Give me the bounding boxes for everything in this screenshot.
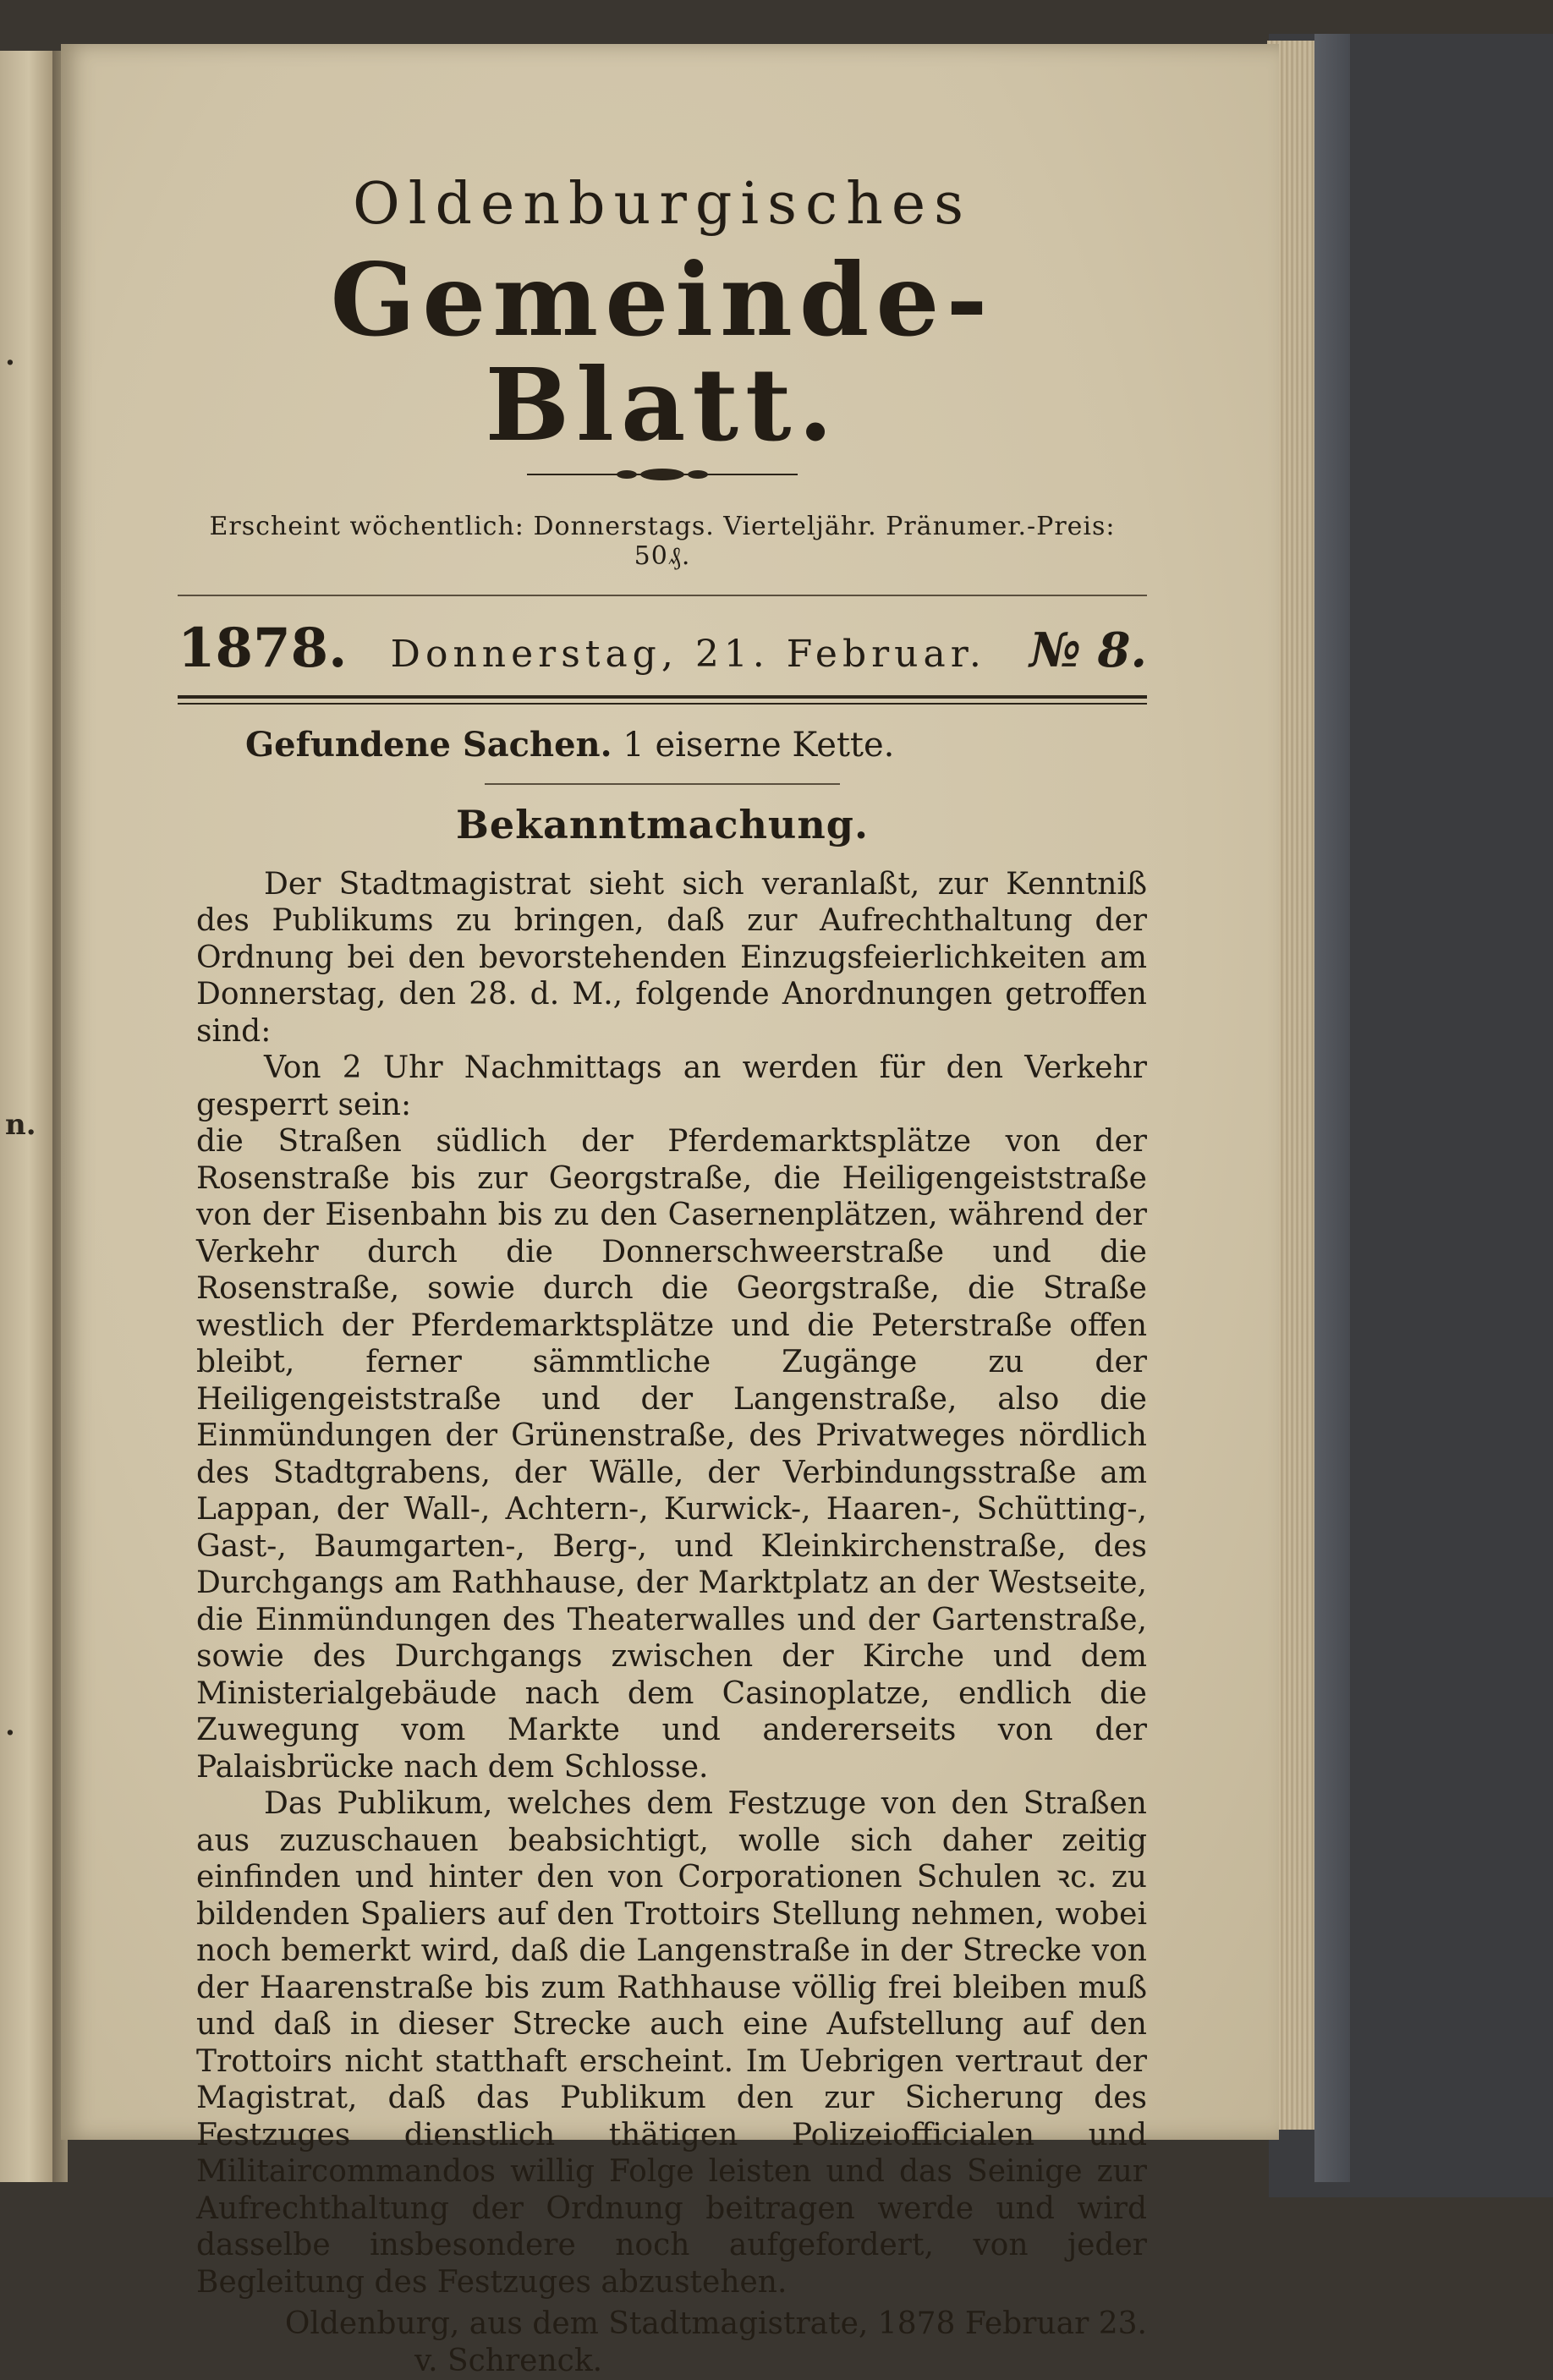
masthead-line-1: Oldenburgisches	[352, 171, 973, 238]
dateline	[178, 617, 1147, 680]
notice-paragraph: Von 2 Uhr Nachmittags an werden für den Verkehr gesperrt sein:	[196, 1050, 1147, 1122]
notice-paragraph: die Straßen südlich der Pferdemarktsplätze von der Rosenstraße bis zur Georgstraße, die Heiligengeiststraße von der Eisenbahn bis zu den Casernenplätzen, während der Verkehr durch die Donnerschweerstraße und die Rosenstraße, sowie durch die Georgstraße, die Straße westlich der Pferdemarktsplätze und die Peterstraße offen bleibt, ferner sämmtliche Zugänge zu der Heiligengeiststraße und der Langenstraße, also die Einmündungen der Grünenstraße, des Privatweges nördlich des Stadtgrabens, der Wälle, der Verbindungsstraße am Lappan, der Wall-, Achtern-, Kurwick-, Haaren-, Schütting-, Gast-, Baumgarten-, Berg-, und Kleinkirchenstraße, des Durchgangs am Rathhause, der Marktplatz an der Westseite, die Einmündungen des Theaterwalles und der Gartenstraße, sowie des Durchgangs zwischen der Kirche und dem Ministerialgebäude nach dem Casinoplatze, endlich die Zuwegung vom Markte und andererseits von der Palaisbrücke nach dem Schlosse.	[196, 1124, 1147, 1785]
divider	[485, 783, 840, 785]
masthead-title: Gemeinde-Blatt.	[330, 241, 995, 463]
divider	[178, 703, 1147, 705]
publication-subline: Erscheint wöchentlich: Donnerstags. Vierteljähr. Pränumer.-Preis: 50₰.	[209, 511, 1116, 571]
issue-number: № 8.	[1029, 622, 1147, 678]
notice-heading: Bekanntmachung.	[456, 801, 869, 847]
issue-date: Donnerstag, 21. Februar.	[390, 632, 986, 676]
page-content	[178, 171, 1147, 2380]
left-page-fragment: .	[5, 1708, 15, 1742]
issue-year: 1878.	[178, 616, 348, 680]
divider	[178, 695, 1147, 699]
notice-paragraph: Das Publikum, welches dem Festzuge von den Straßen aus zuzuschauen beabsichtigt, wolle sich daher zeitig einfinden und hinter den von Corporationen Schulen ꝛc. zu bildenden Spaliers auf den Trottoirs Stellung nehmen, wobei noch bemerkt wird, daß die Langenstraße in der Strecke von der Haarenstraße bis zum Rathhause völlig frei bleiben muß und daß in dieser Strecke auch eine Aufstellung auf den Trottoirs nicht statthaft erscheint. Im Uebrigen vertraut der Magistrat, daß das Publikum den zur Sicherung des Festzuges dienstlich thätigen Polizeiofficialen und Militaircommandos willig Folge leisten und das Seinige zur Aufrechthaltung der Ordnung beitragen werde und wird dasselbe insbesondere noch aufgefordert, von jeder Begleitung des Festzuges abzustehen.	[196, 1786, 1147, 2300]
found-items-section	[178, 725, 1147, 765]
left-page-fragment: n.	[5, 1108, 36, 1142]
notice-body	[178, 866, 1147, 2301]
left-page-edge	[0, 51, 52, 2182]
divider	[178, 595, 1147, 596]
ornament-rule	[178, 466, 1147, 483]
found-items-text: 1 eiserne Kette.	[623, 725, 895, 765]
left-page-fragment: .	[5, 338, 15, 372]
notice-paragraph: Der Stadtmagistrat sieht sich veranlaßt, zur Kenntniß des Publikums zu bringen, daß zur Aufrechthaltung der Ordnung bei den bevorstehenden Einzugsfeierlichkeiten am Donnerstag, den 28. d. M., folgende Anordnungen getroffen sind:	[196, 866, 1147, 1049]
newspaper-page	[61, 44, 1279, 2379]
found-items-heading: Gefundene Sachen.	[245, 724, 612, 765]
book-cover	[1314, 34, 1350, 2182]
notice-place-date: Oldenburg, aus dem Stadtmagistrate, 1878 Februar 23.	[284, 2306, 1147, 2342]
notice-signature: v. Schrenck.	[414, 2344, 603, 2379]
flourish-ornament	[527, 466, 798, 483]
